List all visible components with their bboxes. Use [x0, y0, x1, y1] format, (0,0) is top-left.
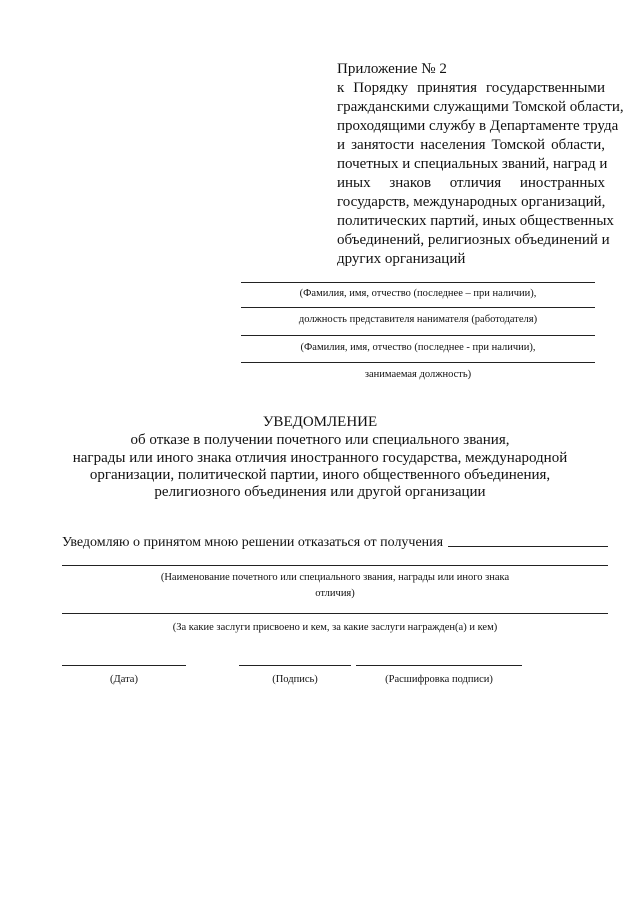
sender-caption: занимаемая должность): [364, 369, 472, 380]
addressee-caption: (Фамилия, имя, отчество (последнее – при наличии),: [299, 288, 537, 299]
notice-subtitle-line: организации, политической партии, иного общественного объединения,: [89, 467, 551, 483]
appendix-line: к Порядку принятия государственными: [337, 80, 605, 96]
award-caption: отличия): [315, 588, 355, 599]
notice-title: УВЕДОМЛЕНИЕ: [262, 414, 378, 430]
sender-caption: (Фамилия, имя, отчество (последнее - при наличии),: [300, 342, 536, 353]
addressee-name-line[interactable]: [241, 282, 595, 283]
award-name-line[interactable]: [62, 565, 608, 566]
appendix-title: Приложение № 2: [337, 61, 447, 77]
appendix-line: иных знаков отличия иностранных: [337, 175, 605, 191]
award-caption: (Наименование почетного или специального звания, награды или иного знака: [160, 572, 510, 583]
award-field-line[interactable]: [448, 546, 608, 547]
notice-statement: Уведомляю о принятом мною решении отказаться от получения: [62, 535, 444, 550]
appendix-line: гражданскими служащими Томской области,: [337, 99, 624, 115]
notice-subtitle-line: награды или иного знака отличия иностранного государства, международной: [72, 450, 568, 466]
signature-label: (Подпись): [272, 674, 318, 685]
appendix-line: объединений, религиозных объединений и: [337, 232, 610, 248]
appendix-line: почетных и специальных званий, наград и: [337, 156, 608, 172]
notice-subtitle-line: религиозного объединения или другой организации: [154, 484, 486, 500]
signature-line[interactable]: [239, 665, 351, 666]
appendix-line: проходящими службу в Департаменте труда: [337, 118, 619, 134]
appendix-line: и занятости населения Томской области,: [337, 137, 605, 153]
appendix-line: государств, международных организаций,: [337, 194, 606, 210]
appendix-line: других организаций: [337, 251, 466, 267]
addressee-caption: должность представителя нанимателя (работодателя): [298, 314, 538, 325]
sender-name-line[interactable]: [241, 335, 595, 336]
signature-decoding-label: (Расшифровка подписи): [385, 674, 493, 685]
merit-line[interactable]: [62, 613, 608, 614]
appendix-line: политических партий, иных общественных: [337, 213, 614, 229]
signature-decoding-line[interactable]: [356, 665, 522, 666]
notice-subtitle-line: об отказе в получении почетного или специального звания,: [130, 432, 510, 448]
addressee-position-line[interactable]: [241, 307, 595, 308]
sender-position-line[interactable]: [241, 362, 595, 363]
merit-caption: (За какие заслуги присвоено и кем, за какие заслуги награжден(а) и кем): [172, 622, 498, 633]
date-label: (Дата): [110, 674, 138, 685]
date-line[interactable]: [62, 665, 186, 666]
